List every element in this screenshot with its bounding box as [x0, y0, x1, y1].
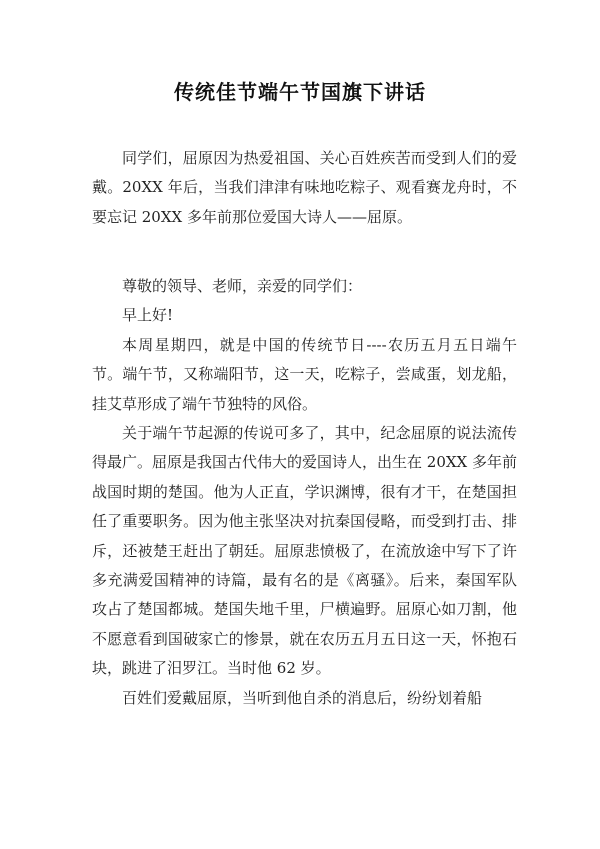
- document-title: 传统佳节端午节国旗下讲话: [174, 80, 426, 104]
- speech-body: [92, 272, 517, 713]
- greeting-paragraph: 早上好!: [122, 306, 174, 325]
- intro-paragraph: 同学们，屈原因为热爱祖国、关心百姓疾苦而受到人们的爱戴。20XX 年后，当我们津津有味地吃粽子、观看赛龙舟时，不要忘记 20XX 多年前那位爱国大诗人——屈原。: [92, 149, 517, 226]
- body-paragraph: 百姓们爱戴屈原，当听到他自杀的消息后，纷纷划着船: [122, 688, 483, 707]
- salutation-paragraph: 尊敬的领导、老师，亲爱的同学们：: [122, 277, 363, 295]
- body-paragraph: 本周星期四，就是中国的传统节日----农历五月五日端午节。端午节，又称端阳节，这一天，吃粽子，尝咸蛋，划龙船，挂艾草形成了端午节独特的风俗。: [92, 335, 517, 413]
- intro-block: [92, 144, 517, 232]
- body-paragraph: 关于端午节起源的传说可多了，其中，纪念屈原的说法流传得最广。屈原是我国古代伟大的爱国诗人，出生在 20XX 多年前战国时期的楚国。他为人正直，学识渊博，很有才干，在楚国担任了重要职务。因为他主张坚决对抗秦国侵略，而受到打击、排斥，还被楚王赶出了朝廷。屈原悲愤极了，在流放途中写下了许多充满爱国精神的诗篇，最有名的是《离骚》。后来，秦国军队攻占了楚国都城。楚国失地千里，尸横遍野。屈原心如刀割，他不愿意看到国破家亡的惨景，就在农历五月五日这一天，怀抱石块，跳进了汨罗江。当时他 62 岁。: [92, 424, 517, 678]
